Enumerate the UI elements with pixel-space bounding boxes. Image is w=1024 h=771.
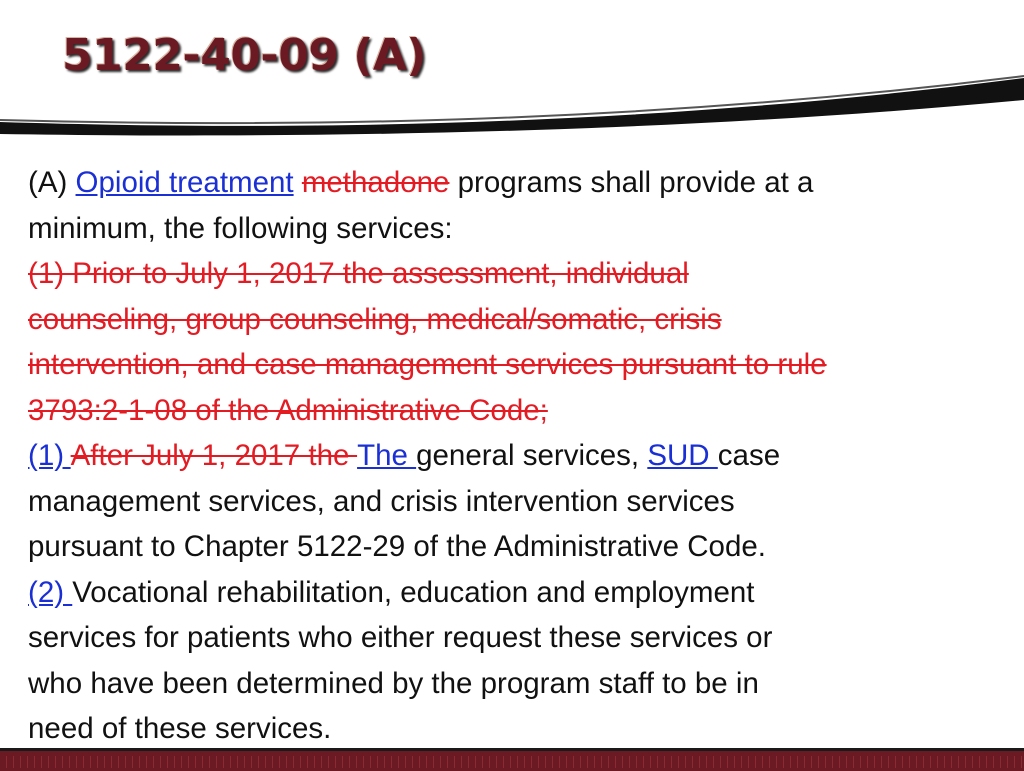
body-text-segment: who have been determined by the program staff to be in (28, 666, 759, 700)
text-line (28, 615, 1003, 661)
inserted-text: Opioid treatment (75, 166, 294, 199)
body-text-segment: services for patients who either request these services or (28, 621, 773, 654)
body-text-segment: programs shall provide at a (449, 166, 814, 199)
text-line (28, 388, 1003, 434)
body-text-segment: general services, (416, 439, 648, 472)
text-line (28, 479, 1003, 525)
text-line (28, 433, 1003, 479)
deleted-text: 3793:2-1-08 of the Administrative Code; (28, 393, 548, 427)
inserted-text: The (357, 439, 417, 472)
body-text-segment (294, 166, 302, 199)
slide-body (28, 160, 1003, 752)
deleted-text: counseling, group counseling, medical/somatic, crisis (28, 302, 722, 336)
text-line (28, 342, 1003, 388)
text-line (28, 251, 1003, 297)
deleted-text: methadone (301, 166, 450, 199)
body-text-segment: (A) (28, 166, 76, 199)
body-text-segment: case (717, 439, 781, 472)
body-text-segment: management services, and crisis intervention services (28, 484, 735, 518)
deleted-text: After July 1, 2017 the (70, 439, 358, 472)
body-text-segment: minimum, the following services: (28, 211, 453, 245)
text-line (28, 206, 1003, 252)
text-line (28, 706, 1003, 752)
inserted-text: SUD (647, 439, 718, 472)
title-swoosh-divider (0, 70, 1024, 140)
text-line (28, 524, 1003, 570)
inserted-text: (1) (28, 439, 71, 472)
body-text-segment: pursuant to Chapter 5122-29 of the Administrative Code. (28, 530, 766, 563)
text-line (28, 661, 1003, 707)
body-text-segment: Vocational rehabilitation, education and employment (72, 575, 755, 609)
inserted-text: (2) (28, 575, 73, 609)
deleted-text: intervention, and case management services pursuant to rule (28, 348, 827, 381)
text-line (28, 570, 1003, 616)
text-line (28, 160, 1003, 206)
footer-stripes (0, 756, 1024, 768)
text-line (28, 297, 1003, 343)
body-text-segment: need of these services. (28, 712, 332, 745)
deleted-text: (1) Prior to July 1, 2017 the assessment, individual (28, 257, 689, 290)
slide-title: 5122-40-09 (A) (62, 30, 427, 81)
